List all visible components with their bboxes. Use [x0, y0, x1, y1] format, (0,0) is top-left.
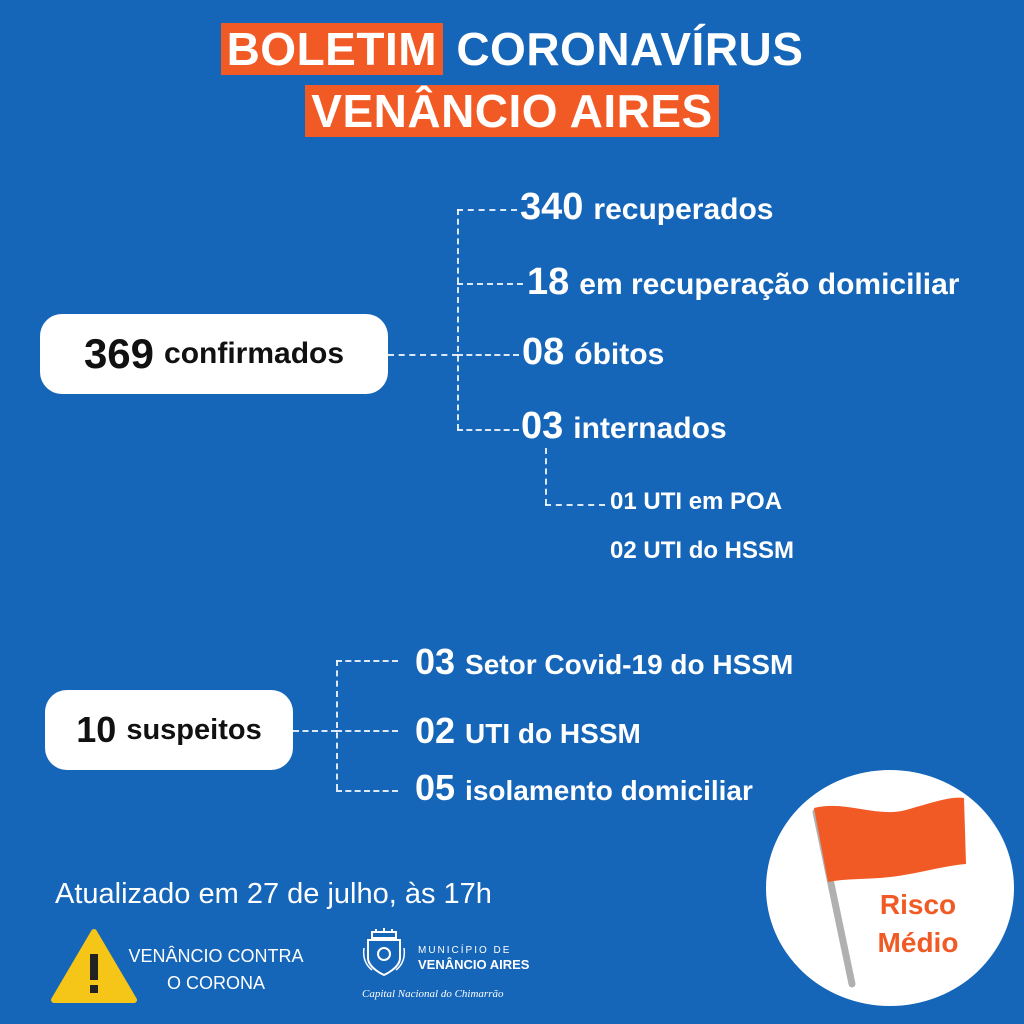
suspect-branch-home-isolation [415, 767, 753, 809]
title-line-2 [0, 84, 1024, 138]
connector [336, 730, 398, 732]
connector [545, 448, 547, 505]
confirmed-label: confirmados [164, 337, 345, 370]
connector [293, 730, 337, 732]
campaign-line-1: VENÂNCIO CONTRA [128, 946, 304, 966]
updated-timestamp: Atualizado em 27 de julho, às 17h [55, 878, 492, 910]
suspect-branch-icu [415, 710, 641, 752]
connector [457, 354, 519, 356]
branch-hospitalized [521, 405, 727, 448]
branch-label: em recuperação domiciliar [579, 268, 960, 301]
connector [457, 209, 517, 211]
hospitalized-detail: 01 UTI em POA [610, 488, 783, 515]
municipio-small: MUNICÍPIO DE [418, 945, 512, 956]
municipal-crest-icon [362, 928, 406, 978]
connector [388, 354, 458, 356]
hospitalized-detail: 02 UTI do HSSM [610, 537, 795, 564]
campaign-line-2: O CORONA [166, 973, 265, 993]
connector [545, 504, 605, 506]
title-line-1 [0, 22, 1024, 76]
branch-label: Setor Covid-19 do HSSM [465, 649, 794, 680]
branch-deaths [522, 331, 664, 374]
title-city: VENÂNCIO AIRES [305, 85, 718, 137]
connector [336, 660, 398, 662]
branch-count: 02 [415, 710, 456, 751]
branch-home-recovery [527, 261, 959, 304]
suspect-branch-covid-sector [415, 641, 793, 683]
tagline: Capital Nacional do Chimarrão [362, 988, 504, 1000]
suspects-count: 10 [76, 709, 117, 750]
municipio-name: VENÂNCIO AIRES [418, 957, 530, 972]
campaign-text [126, 946, 306, 994]
connector [336, 790, 398, 792]
title-rest: CORONAVÍRUS [456, 23, 804, 75]
branch-label: recuperados [593, 193, 774, 226]
confirmed-pill [40, 314, 388, 394]
branch-count: 340 [520, 186, 584, 228]
branch-label: internados [573, 412, 727, 445]
suspects-pill [45, 690, 293, 770]
warning-icon [50, 928, 138, 1004]
branch-count: 03 [521, 405, 564, 447]
risk-line-1: Risco [879, 889, 957, 920]
title-highlight: BOLETIM [221, 23, 443, 75]
branch-count: 08 [522, 331, 565, 373]
branch-count: 18 [527, 261, 570, 303]
branch-label: UTI do HSSM [465, 718, 641, 749]
risk-label [848, 886, 988, 962]
confirmed-count: 369 [83, 330, 155, 377]
branch-count: 05 [415, 767, 456, 808]
suspects-label: suspeitos [126, 713, 262, 746]
connector [457, 429, 519, 431]
risk-line-2: Médio [877, 927, 959, 958]
branch-count: 03 [415, 641, 456, 682]
connector [457, 209, 459, 430]
branch-label: óbitos [574, 338, 665, 371]
connector [457, 283, 523, 285]
branch-label: isolamento domiciliar [465, 775, 753, 806]
connector [336, 660, 338, 790]
branch-recovered [520, 186, 773, 229]
